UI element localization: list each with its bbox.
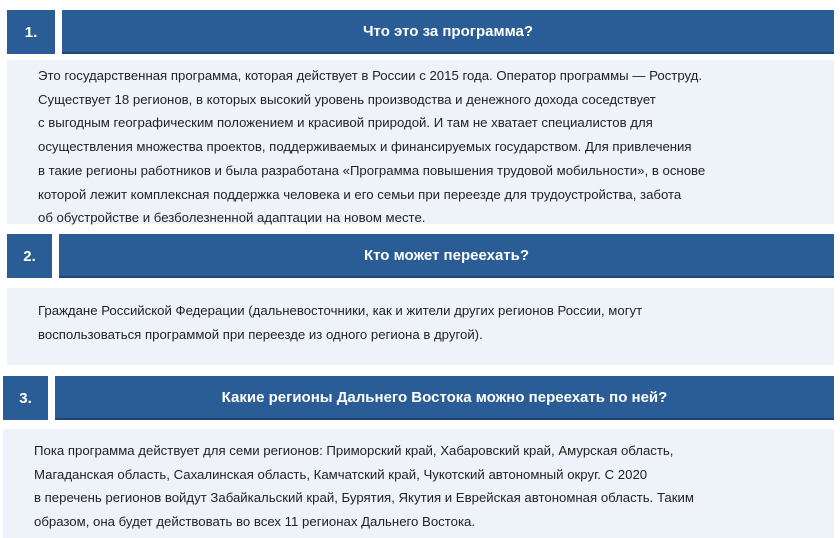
section-number: 2. [7,234,52,278]
section-text: Пока программа действует для семи регионов: Приморский край, Хабаровский край, Амурская область, Магаданская область, Сахалинская область, Камчатский край, Чукотский автономный округ. С 2020 в перечень регионов войдут Забайкальский край, Бурятия, Якутия и Еврейская автономная область. Таким образом, она будет действовать во всех 11 регионах Дальнего Востока. [34,443,694,530]
section-body [7,288,834,365]
section-number: 1. [7,10,55,54]
section-number: 3. [3,376,48,420]
section-title: Какие регионы Дальнего Востока можно переехать по ней? [55,376,834,420]
section-body [7,60,834,224]
section-title: Что это за программа? [62,10,834,54]
section-body [3,429,834,538]
section-text: Это государственная программа, которая действует в России с 2015 года. Оператор программы — Роструд. Существует 18 регионов, в которых высокий уровень производства и денежного дохода соседствует с выгодным географическим положением и красивой природой. И там не хватает специалистов для осуществления множества проектов, поддерживаемых и финансируемых государством. Для привлечения в такие регионы работников и была разработана «Программа повышения трудовой мобильности», в основе которой лежит комплексная поддержка человека и его семьи при переезде для трудоустройства, забота об обустройстве и безболезненной адаптации на новом месте. [38,68,706,226]
section-text: Граждане Российской Федерации (дальневосточники, как и жители других регионов России, могут воспользоваться программой при переезде из одного региона в другой). [38,303,643,342]
section-title: Кто может переехать? [59,234,834,278]
faq-section-3 [0,373,840,538]
faq-section-1 [0,0,840,226]
faq-section-2 [0,232,840,366]
